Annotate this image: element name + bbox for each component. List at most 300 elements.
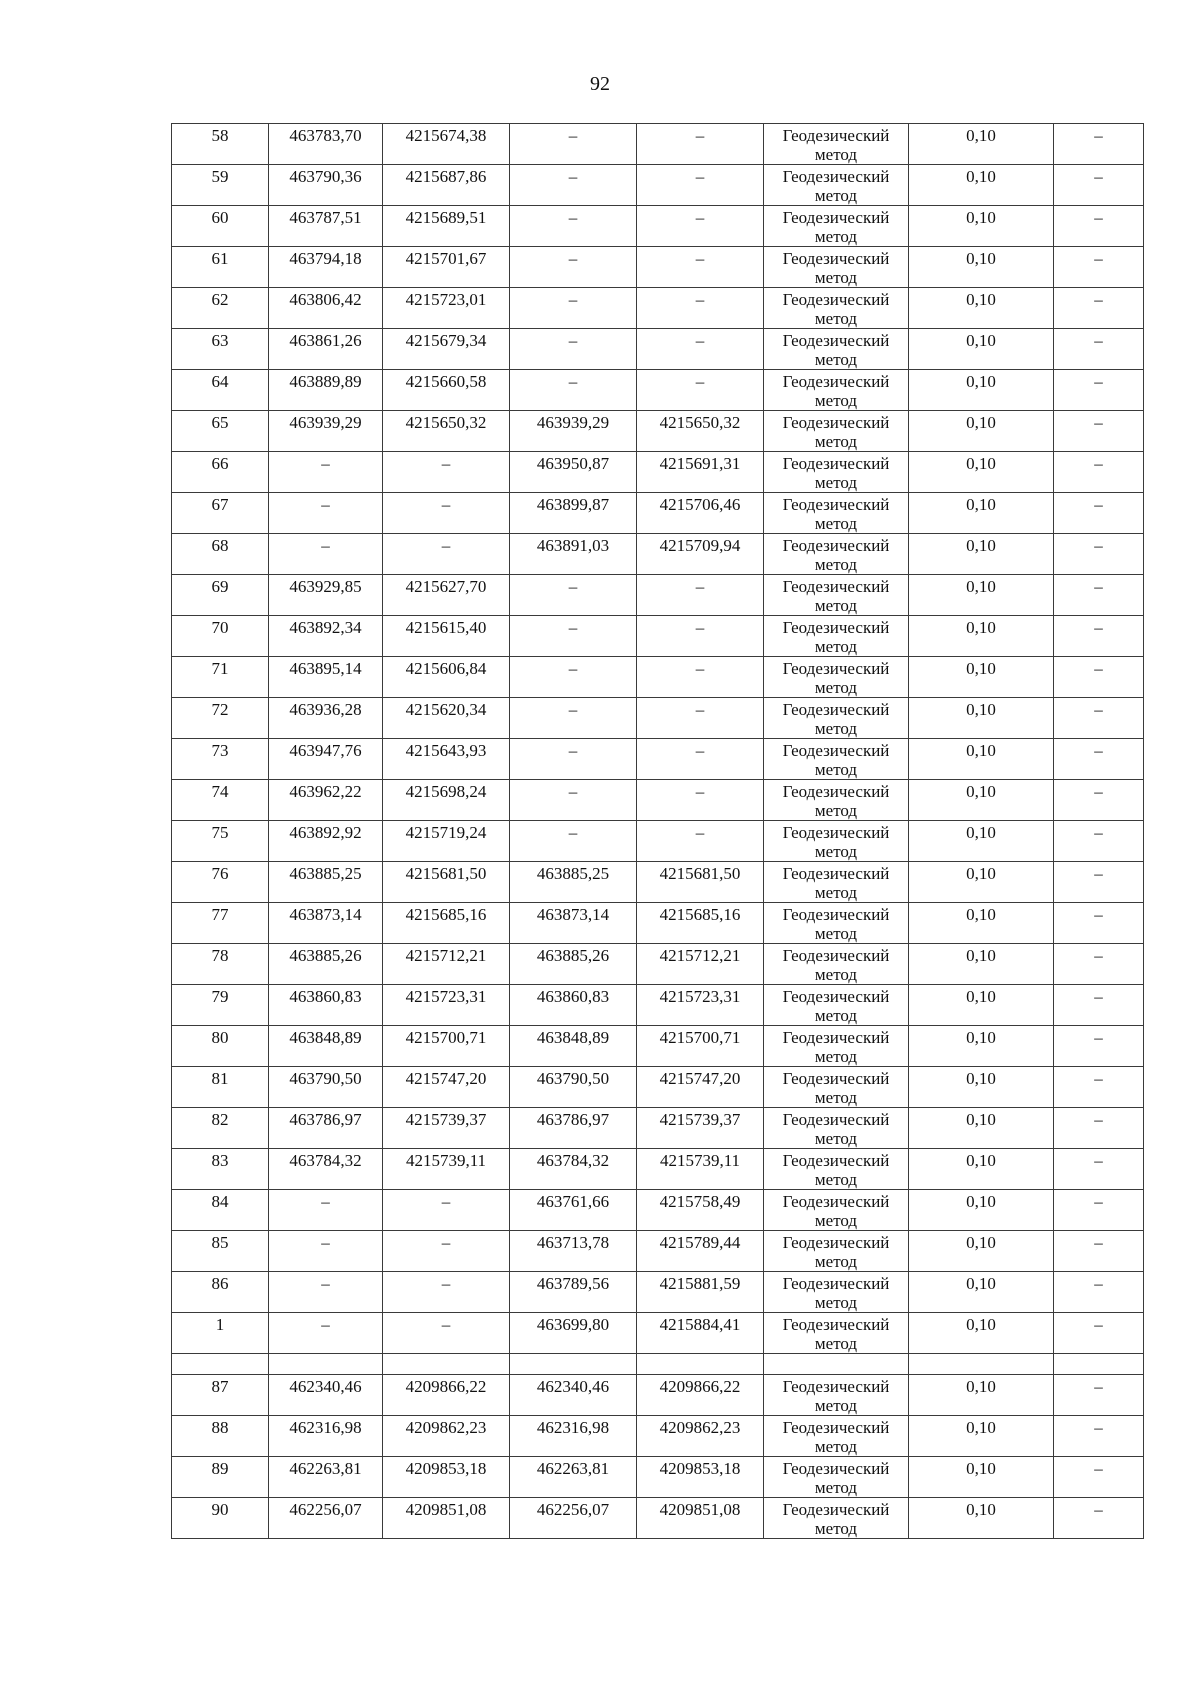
new-x-cell: 463885,25	[510, 862, 637, 903]
method-text: метод	[814, 1334, 858, 1353]
point-number-cell: 85	[172, 1231, 269, 1272]
accuracy-cell: 0,10	[909, 1313, 1054, 1354]
method-text: Геодезический	[782, 1233, 890, 1252]
new-x-cell: –	[510, 616, 637, 657]
method-text: Геодезический	[782, 1274, 890, 1293]
table-row	[172, 1149, 1144, 1190]
method-text: Геодезический	[782, 1377, 890, 1396]
accuracy-cell: 0,10	[909, 821, 1054, 862]
existing-y-cell: 4215689,51	[383, 206, 510, 247]
note-cell: –	[1054, 575, 1144, 616]
table-row	[172, 903, 1144, 944]
new-y-cell: 4215739,37	[637, 1108, 764, 1149]
method-text: метод	[814, 596, 858, 615]
table-row	[172, 1498, 1144, 1539]
table-row	[172, 1108, 1144, 1149]
new-y-cell: –	[637, 575, 764, 616]
point-number-cell: 80	[172, 1026, 269, 1067]
method-cell	[764, 1231, 909, 1272]
existing-x-cell: 463885,25	[269, 862, 383, 903]
method-text: Геодезический	[782, 1315, 890, 1334]
note-cell: –	[1054, 1375, 1144, 1416]
accuracy-cell: 0,10	[909, 944, 1054, 985]
accuracy-cell: 0,10	[909, 534, 1054, 575]
table-row	[172, 698, 1144, 739]
existing-y-cell: 4209862,23	[383, 1416, 510, 1457]
method-text: Геодезический	[782, 1418, 890, 1437]
note-cell: –	[1054, 657, 1144, 698]
existing-y-cell: 4215606,84	[383, 657, 510, 698]
point-number-cell: 88	[172, 1416, 269, 1457]
method-text: Геодезический	[782, 700, 890, 719]
existing-y-cell: 4215747,20	[383, 1067, 510, 1108]
new-y-cell: 4209866,22	[637, 1375, 764, 1416]
empty-cell	[172, 1354, 269, 1375]
new-x-cell: –	[510, 329, 637, 370]
existing-y-cell: 4215674,38	[383, 124, 510, 165]
table-row	[172, 1272, 1144, 1313]
new-x-cell: –	[510, 288, 637, 329]
point-number-cell: 83	[172, 1149, 269, 1190]
method-cell	[764, 329, 909, 370]
new-y-cell: 4215739,11	[637, 1149, 764, 1190]
method-text: Геодезический	[782, 782, 890, 801]
method-text: Геодезический	[782, 1110, 890, 1129]
table-row	[172, 1375, 1144, 1416]
method-text: Геодезический	[782, 577, 890, 596]
point-number-cell: 77	[172, 903, 269, 944]
existing-x-cell: 463806,42	[269, 288, 383, 329]
method-cell	[764, 1190, 909, 1231]
point-number-cell: 76	[172, 862, 269, 903]
note-cell: –	[1054, 329, 1144, 370]
method-text: метод	[814, 801, 858, 820]
new-x-cell: –	[510, 780, 637, 821]
existing-x-cell: 463939,29	[269, 411, 383, 452]
method-cell	[764, 862, 909, 903]
table-row	[172, 1067, 1144, 1108]
accuracy-cell: 0,10	[909, 1149, 1054, 1190]
method-text: Геодезический	[782, 987, 890, 1006]
existing-y-cell: –	[383, 1190, 510, 1231]
new-y-cell: –	[637, 698, 764, 739]
new-x-cell: –	[510, 165, 637, 206]
existing-y-cell: 4215643,93	[383, 739, 510, 780]
new-y-cell: 4215685,16	[637, 903, 764, 944]
new-y-cell: 4209862,23	[637, 1416, 764, 1457]
new-y-cell: –	[637, 370, 764, 411]
method-text: Геодезический	[782, 1151, 890, 1170]
table-row	[172, 411, 1144, 452]
new-y-cell: –	[637, 657, 764, 698]
note-cell: –	[1054, 698, 1144, 739]
existing-y-cell: –	[383, 493, 510, 534]
method-cell	[764, 206, 909, 247]
method-text: Геодезический	[782, 1192, 890, 1211]
new-x-cell: 463789,56	[510, 1272, 637, 1313]
table-row	[172, 1416, 1144, 1457]
existing-x-cell: 462256,07	[269, 1498, 383, 1539]
method-cell	[764, 534, 909, 575]
point-number-cell: 68	[172, 534, 269, 575]
method-text: метод	[814, 350, 858, 369]
note-cell: –	[1054, 206, 1144, 247]
method-text: метод	[814, 1211, 858, 1230]
new-x-cell: 463761,66	[510, 1190, 637, 1231]
new-x-cell: 462263,81	[510, 1457, 637, 1498]
existing-y-cell: 4215719,24	[383, 821, 510, 862]
new-x-cell: 463784,32	[510, 1149, 637, 1190]
table-row	[172, 575, 1144, 616]
existing-y-cell: 4215681,50	[383, 862, 510, 903]
accuracy-cell: 0,10	[909, 1375, 1054, 1416]
method-text: Геодезический	[782, 290, 890, 309]
accuracy-cell: 0,10	[909, 1416, 1054, 1457]
new-x-cell: 462316,98	[510, 1416, 637, 1457]
table-row	[172, 1026, 1144, 1067]
method-text: Геодезический	[782, 1028, 890, 1047]
existing-x-cell: 463783,70	[269, 124, 383, 165]
new-y-cell: 4215700,71	[637, 1026, 764, 1067]
method-cell	[764, 288, 909, 329]
accuracy-cell: 0,10	[909, 1272, 1054, 1313]
method-cell	[764, 616, 909, 657]
existing-x-cell: –	[269, 534, 383, 575]
note-cell: –	[1054, 534, 1144, 575]
table-row	[172, 165, 1144, 206]
note-cell: –	[1054, 739, 1144, 780]
method-text: Геодезический	[782, 495, 890, 514]
existing-x-cell: 463892,34	[269, 616, 383, 657]
method-text: Геодезический	[782, 659, 890, 678]
accuracy-cell: 0,10	[909, 1026, 1054, 1067]
method-text: метод	[814, 473, 858, 492]
empty-cell	[269, 1354, 383, 1375]
new-y-cell: 4209853,18	[637, 1457, 764, 1498]
method-text: метод	[814, 186, 858, 205]
method-text: Геодезический	[782, 454, 890, 473]
existing-y-cell: 4215698,24	[383, 780, 510, 821]
method-text: метод	[814, 678, 858, 697]
accuracy-cell: 0,10	[909, 165, 1054, 206]
accuracy-cell: 0,10	[909, 780, 1054, 821]
existing-y-cell: –	[383, 452, 510, 493]
new-y-cell: –	[637, 288, 764, 329]
existing-y-cell: 4215687,86	[383, 165, 510, 206]
existing-y-cell: 4215723,31	[383, 985, 510, 1026]
method-text: метод	[814, 1047, 858, 1066]
note-cell: –	[1054, 1457, 1144, 1498]
new-y-cell: 4215691,31	[637, 452, 764, 493]
existing-x-cell: –	[269, 1313, 383, 1354]
accuracy-cell: 0,10	[909, 1457, 1054, 1498]
new-x-cell: –	[510, 657, 637, 698]
point-number-cell: 66	[172, 452, 269, 493]
method-text: Геодезический	[782, 249, 890, 268]
point-number-cell: 61	[172, 247, 269, 288]
new-x-cell: –	[510, 247, 637, 288]
method-text: метод	[814, 1252, 858, 1271]
method-cell	[764, 411, 909, 452]
point-number-cell: 59	[172, 165, 269, 206]
existing-x-cell: 463873,14	[269, 903, 383, 944]
table-body	[172, 124, 1144, 1539]
method-text: метод	[814, 1293, 858, 1312]
existing-x-cell: 463786,97	[269, 1108, 383, 1149]
note-cell: –	[1054, 1067, 1144, 1108]
table-row	[172, 1190, 1144, 1231]
spacer-row	[172, 1354, 1144, 1375]
method-text: Геодезический	[782, 1459, 890, 1478]
method-text: метод	[814, 1396, 858, 1415]
table-row	[172, 124, 1144, 165]
point-number-cell: 65	[172, 411, 269, 452]
accuracy-cell: 0,10	[909, 1108, 1054, 1149]
existing-y-cell: 4215700,71	[383, 1026, 510, 1067]
new-x-cell: 463899,87	[510, 493, 637, 534]
method-cell	[764, 739, 909, 780]
existing-y-cell: 4215712,21	[383, 944, 510, 985]
note-cell: –	[1054, 1026, 1144, 1067]
method-cell	[764, 493, 909, 534]
method-text: метод	[814, 1129, 858, 1148]
note-cell: –	[1054, 1149, 1144, 1190]
new-x-cell: 463713,78	[510, 1231, 637, 1272]
note-cell: –	[1054, 1231, 1144, 1272]
existing-x-cell: 463794,18	[269, 247, 383, 288]
existing-x-cell: –	[269, 493, 383, 534]
method-text: метод	[814, 268, 858, 287]
existing-x-cell: 463889,89	[269, 370, 383, 411]
point-number-cell: 64	[172, 370, 269, 411]
method-text: метод	[814, 965, 858, 984]
note-cell: –	[1054, 821, 1144, 862]
existing-x-cell: 462340,46	[269, 1375, 383, 1416]
accuracy-cell: 0,10	[909, 411, 1054, 452]
method-text: метод	[814, 1437, 858, 1456]
accuracy-cell: 0,10	[909, 370, 1054, 411]
accuracy-cell: 0,10	[909, 1231, 1054, 1272]
existing-x-cell: –	[269, 1272, 383, 1313]
table-row	[172, 534, 1144, 575]
existing-y-cell: 4215685,16	[383, 903, 510, 944]
method-text: метод	[814, 514, 858, 533]
accuracy-cell: 0,10	[909, 698, 1054, 739]
method-cell	[764, 124, 909, 165]
new-x-cell: 463848,89	[510, 1026, 637, 1067]
new-x-cell: –	[510, 698, 637, 739]
new-x-cell: 463891,03	[510, 534, 637, 575]
method-cell	[764, 165, 909, 206]
method-text: метод	[814, 883, 858, 902]
table-row	[172, 329, 1144, 370]
point-number-cell: 69	[172, 575, 269, 616]
existing-x-cell: 463860,83	[269, 985, 383, 1026]
table-row	[172, 247, 1144, 288]
note-cell: –	[1054, 1416, 1144, 1457]
point-number-cell: 75	[172, 821, 269, 862]
method-text: Геодезический	[782, 618, 890, 637]
new-y-cell: –	[637, 206, 764, 247]
accuracy-cell: 0,10	[909, 124, 1054, 165]
point-number-cell: 81	[172, 1067, 269, 1108]
method-text: Геодезический	[782, 823, 890, 842]
method-text: Геодезический	[782, 1069, 890, 1088]
table-row	[172, 370, 1144, 411]
existing-x-cell: 462263,81	[269, 1457, 383, 1498]
empty-cell	[637, 1354, 764, 1375]
existing-y-cell: –	[383, 1231, 510, 1272]
existing-x-cell: 463892,92	[269, 821, 383, 862]
new-y-cell: –	[637, 165, 764, 206]
point-number-cell: 87	[172, 1375, 269, 1416]
point-number-cell: 60	[172, 206, 269, 247]
new-x-cell: 463860,83	[510, 985, 637, 1026]
method-text: Геодезический	[782, 1500, 890, 1519]
accuracy-cell: 0,10	[909, 903, 1054, 944]
new-y-cell: 4215723,31	[637, 985, 764, 1026]
method-cell	[764, 247, 909, 288]
method-cell	[764, 452, 909, 493]
new-y-cell: 4215789,44	[637, 1231, 764, 1272]
method-text: Геодезический	[782, 864, 890, 883]
point-number-cell: 84	[172, 1190, 269, 1231]
accuracy-cell: 0,10	[909, 985, 1054, 1026]
method-text: Геодезический	[782, 413, 890, 432]
method-text: метод	[814, 1088, 858, 1107]
new-x-cell: 463885,26	[510, 944, 637, 985]
existing-x-cell: 463929,85	[269, 575, 383, 616]
note-cell: –	[1054, 411, 1144, 452]
method-cell	[764, 985, 909, 1026]
method-cell	[764, 1272, 909, 1313]
note-cell: –	[1054, 780, 1144, 821]
new-x-cell: 462256,07	[510, 1498, 637, 1539]
existing-y-cell: 4215650,32	[383, 411, 510, 452]
new-y-cell: 4215712,21	[637, 944, 764, 985]
existing-x-cell: 463848,89	[269, 1026, 383, 1067]
existing-y-cell: 4209853,18	[383, 1457, 510, 1498]
note-cell: –	[1054, 1272, 1144, 1313]
empty-cell	[1054, 1354, 1144, 1375]
method-cell	[764, 780, 909, 821]
new-y-cell: 4215747,20	[637, 1067, 764, 1108]
existing-x-cell: 463895,14	[269, 657, 383, 698]
method-text: метод	[814, 1519, 858, 1538]
existing-y-cell: 4215660,58	[383, 370, 510, 411]
accuracy-cell: 0,10	[909, 329, 1054, 370]
table-row	[172, 944, 1144, 985]
existing-y-cell: 4215739,37	[383, 1108, 510, 1149]
new-y-cell: –	[637, 124, 764, 165]
accuracy-cell: 0,10	[909, 616, 1054, 657]
method-text: метод	[814, 391, 858, 410]
point-number-cell: 62	[172, 288, 269, 329]
table-row	[172, 1231, 1144, 1272]
table-row	[172, 1313, 1144, 1354]
method-cell	[764, 1375, 909, 1416]
new-y-cell: –	[637, 739, 764, 780]
existing-y-cell: 4209866,22	[383, 1375, 510, 1416]
table-row	[172, 739, 1144, 780]
new-y-cell: 4215650,32	[637, 411, 764, 452]
table-row	[172, 288, 1144, 329]
existing-y-cell: –	[383, 1272, 510, 1313]
new-x-cell: 463699,80	[510, 1313, 637, 1354]
new-x-cell: –	[510, 575, 637, 616]
accuracy-cell: 0,10	[909, 575, 1054, 616]
existing-y-cell: 4209851,08	[383, 1498, 510, 1539]
new-y-cell: –	[637, 616, 764, 657]
method-text: метод	[814, 637, 858, 656]
new-y-cell: 4209851,08	[637, 1498, 764, 1539]
existing-x-cell: 462316,98	[269, 1416, 383, 1457]
empty-cell	[909, 1354, 1054, 1375]
table-row	[172, 821, 1144, 862]
note-cell: –	[1054, 1190, 1144, 1231]
point-number-cell: 71	[172, 657, 269, 698]
method-text: Геодезический	[782, 126, 890, 145]
point-number-cell: 82	[172, 1108, 269, 1149]
table-row	[172, 985, 1144, 1026]
note-cell: –	[1054, 1498, 1144, 1539]
table-row	[172, 780, 1144, 821]
point-number-cell: 79	[172, 985, 269, 1026]
accuracy-cell: 0,10	[909, 452, 1054, 493]
note-cell: –	[1054, 247, 1144, 288]
note-cell: –	[1054, 288, 1144, 329]
method-text: Геодезический	[782, 331, 890, 350]
accuracy-cell: 0,10	[909, 1498, 1054, 1539]
note-cell: –	[1054, 124, 1144, 165]
existing-y-cell: 4215620,34	[383, 698, 510, 739]
new-y-cell: –	[637, 821, 764, 862]
note-cell: –	[1054, 616, 1144, 657]
note-cell: –	[1054, 944, 1144, 985]
new-x-cell: 462340,46	[510, 1375, 637, 1416]
method-text: метод	[814, 1006, 858, 1025]
point-number-cell: 72	[172, 698, 269, 739]
point-number-cell: 73	[172, 739, 269, 780]
method-text: Геодезический	[782, 741, 890, 760]
new-x-cell: 463873,14	[510, 903, 637, 944]
new-y-cell: 4215884,41	[637, 1313, 764, 1354]
method-text: Геодезический	[782, 208, 890, 227]
new-y-cell: –	[637, 329, 764, 370]
new-x-cell: 463950,87	[510, 452, 637, 493]
method-cell	[764, 1416, 909, 1457]
accuracy-cell: 0,10	[909, 247, 1054, 288]
existing-x-cell: 463790,50	[269, 1067, 383, 1108]
existing-y-cell: 4215679,34	[383, 329, 510, 370]
note-cell: –	[1054, 985, 1144, 1026]
new-x-cell: –	[510, 124, 637, 165]
existing-y-cell: 4215627,70	[383, 575, 510, 616]
method-text: метод	[814, 227, 858, 246]
method-text: Геодезический	[782, 372, 890, 391]
point-number-cell: 78	[172, 944, 269, 985]
existing-y-cell: 4215723,01	[383, 288, 510, 329]
method-text: метод	[814, 1478, 858, 1497]
point-number-cell: 90	[172, 1498, 269, 1539]
new-x-cell: 463790,50	[510, 1067, 637, 1108]
existing-y-cell: 4215701,67	[383, 247, 510, 288]
point-number-cell: 89	[172, 1457, 269, 1498]
method-text: Геодезический	[782, 905, 890, 924]
accuracy-cell: 0,10	[909, 493, 1054, 534]
method-cell	[764, 698, 909, 739]
point-number-cell: 74	[172, 780, 269, 821]
